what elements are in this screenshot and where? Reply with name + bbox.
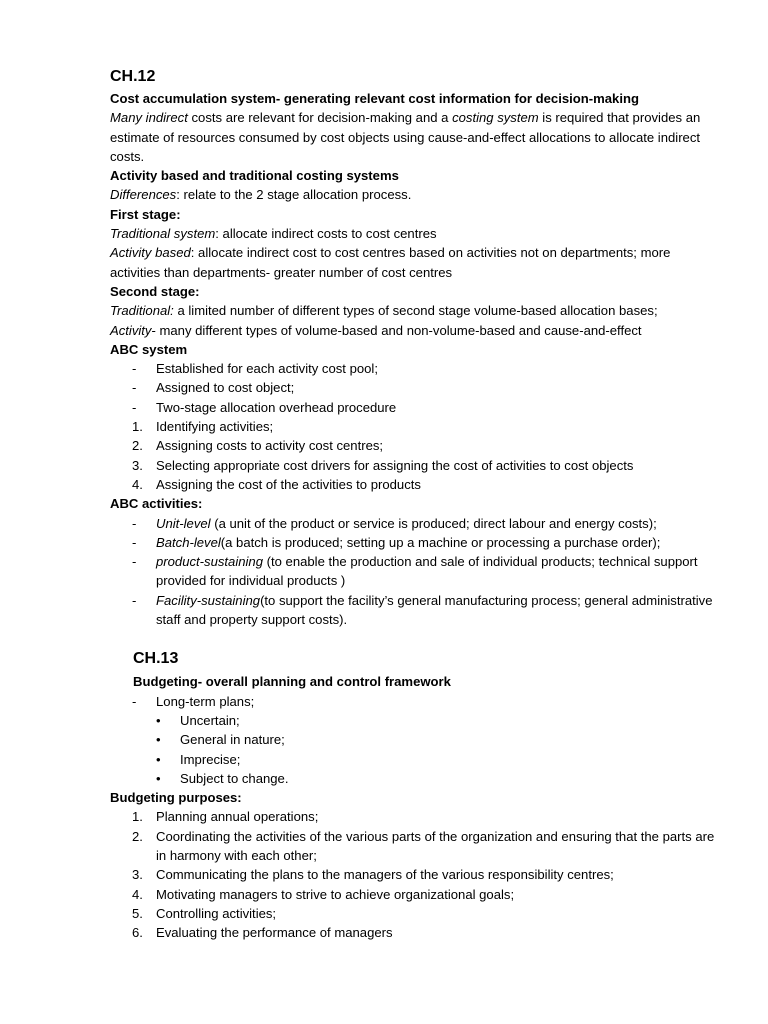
chapter-13-title: CH.13 — [133, 650, 179, 668]
list-item — [110, 711, 722, 730]
text: - many different types of volume-based and non-volume-based and cause-and-effect — [151, 322, 642, 338]
number-marker: 3. — [132, 867, 143, 883]
list-item — [110, 750, 722, 769]
list-item — [110, 378, 722, 397]
abc-activities-heading: ABC activities: — [110, 496, 203, 512]
list-item — [110, 865, 722, 884]
bullet-marker: • — [156, 712, 161, 728]
list-item — [110, 923, 722, 942]
number-marker: 5. — [132, 905, 143, 921]
emphasis: Activity — [110, 322, 152, 338]
indirect-costs-paragraph — [110, 108, 722, 166]
list-item — [110, 475, 722, 494]
list-item-text: Assigning costs to activity cost centres; — [156, 438, 384, 454]
second-stage-heading: Second stage: — [110, 283, 200, 299]
list-item-text: Assigning the cost of the activities to products — [156, 476, 421, 492]
first-stage-heading: First stage: — [110, 206, 181, 222]
text: : allocate indirect cost to cost centres based on activities not on departments; more activities than departments- greater number of cost centres — [110, 245, 671, 280]
list-item — [110, 769, 722, 788]
list-item — [110, 885, 722, 904]
list-item — [110, 533, 722, 552]
differences-line — [110, 185, 722, 204]
list-item-text: Selecting appropriate cost drivers for assigning the cost of activities to cost objects — [156, 457, 634, 473]
list-item-text: General in nature; — [180, 732, 285, 748]
activity-based-line — [110, 243, 722, 282]
dash-marker: - — [132, 693, 137, 709]
dash-marker: - — [132, 534, 137, 550]
chapter-12-title: CH.12 — [110, 68, 156, 85]
number-marker: 2. — [132, 828, 143, 844]
list-item-text: Established for each activity cost pool; — [156, 361, 378, 377]
traditional-system-line — [110, 224, 722, 243]
list-item — [110, 359, 722, 378]
text: costs are relevant for decision-making and a — [187, 110, 453, 126]
document-page — [110, 66, 722, 942]
bullet-marker: • — [156, 751, 161, 767]
emphasis: Many indirect — [110, 110, 188, 126]
list-item-text: Imprecise; — [180, 751, 241, 767]
number-marker: 4. — [132, 886, 143, 902]
list-item — [110, 591, 722, 630]
cost-accumulation-heading: Cost accumulation system- generating relevant cost information for decision-making — [110, 91, 639, 106]
list-item — [110, 807, 722, 826]
list-item-text: Controlling activities; — [156, 905, 277, 921]
dash-marker: - — [132, 361, 137, 377]
dash-marker: - — [132, 592, 137, 608]
text: (a batch is produced; setting up a machine or processing a purchase order); — [220, 534, 661, 550]
emphasis: costing system — [452, 110, 539, 126]
number-marker: 1. — [132, 419, 143, 435]
list-item — [110, 436, 722, 455]
traditional-line — [110, 301, 722, 320]
list-item — [110, 398, 722, 417]
list-item — [110, 730, 722, 749]
dash-marker: - — [132, 399, 137, 415]
budgeting-heading: Budgeting- overall planning and control framework — [133, 674, 451, 690]
text: (to support the facility’s general manufacturing process; general administrative staff and property support costs). — [156, 592, 713, 628]
dash-marker: - — [132, 380, 137, 396]
emphasis: Traditional: — [110, 303, 174, 319]
bullet-marker: • — [156, 770, 161, 786]
number-marker: 6. — [132, 925, 143, 941]
text: : relate to the 2 stage allocation process. — [176, 187, 412, 203]
list-item — [110, 417, 722, 436]
list-item-text: Evaluating the performance of managers — [156, 925, 393, 941]
list-item — [110, 827, 722, 866]
emphasis: Facility-sustaining — [156, 592, 261, 608]
number-marker: 3. — [132, 457, 143, 473]
list-item-text: Coordinating the activities of the various parts of the organization and ensuring that the parts are in harmony with each other; — [156, 828, 715, 863]
bullet-marker: • — [156, 732, 161, 748]
list-item-text: Uncertain; — [180, 712, 240, 728]
text: a limited number of different types of second stage volume-based allocation bases; — [173, 303, 658, 319]
list-item — [110, 456, 722, 475]
text: : allocate indirect costs to cost centres — [215, 226, 437, 242]
number-marker: 2. — [132, 438, 143, 454]
emphasis: Traditional system — [110, 226, 216, 242]
number-marker: 4. — [132, 476, 143, 492]
text: (a unit of the product or service is produced; direct labour and energy costs); — [210, 515, 657, 531]
dash-marker: - — [132, 515, 137, 531]
list-item — [110, 692, 722, 711]
emphasis: Batch-level — [156, 534, 221, 550]
list-item — [110, 904, 722, 923]
list-item-text: Long-term plans; — [156, 693, 255, 709]
activity-line — [110, 321, 722, 340]
abc-system-heading: ABC system — [110, 341, 188, 357]
abc-traditional-heading: Activity based and traditional costing systems — [110, 168, 399, 184]
budgeting-purposes-heading: Budgeting purposes: — [110, 790, 242, 806]
list-item-text: Identifying activities; — [156, 419, 274, 435]
emphasis: Unit-level — [156, 515, 211, 531]
list-item-text: Communicating the plans to the managers of the various responsibility centres; — [156, 867, 614, 883]
dash-marker: - — [132, 554, 137, 570]
list-item-text: Two-stage allocation overhead procedure — [156, 399, 397, 415]
number-marker: 1. — [132, 809, 143, 825]
list-item — [110, 514, 722, 533]
list-item-text: Assigned to cost object; — [156, 380, 295, 396]
list-item-text: Motivating managers to strive to achieve organizational goals; — [156, 886, 515, 902]
list-item-text: Subject to change. — [180, 770, 289, 786]
list-item — [110, 552, 722, 591]
list-item-text: Planning annual operations; — [156, 809, 319, 825]
emphasis: product-sustaining — [156, 554, 263, 570]
text: (to enable the production and sale of individual products; technical support provided for individual products ) — [156, 554, 698, 589]
text: is required that provides an estimate of resources consumed by cost objects using cause-and-effect allocations to allocate indirect costs. — [110, 110, 701, 164]
emphasis: Activity based — [110, 245, 191, 261]
emphasis: Differences — [110, 187, 177, 203]
